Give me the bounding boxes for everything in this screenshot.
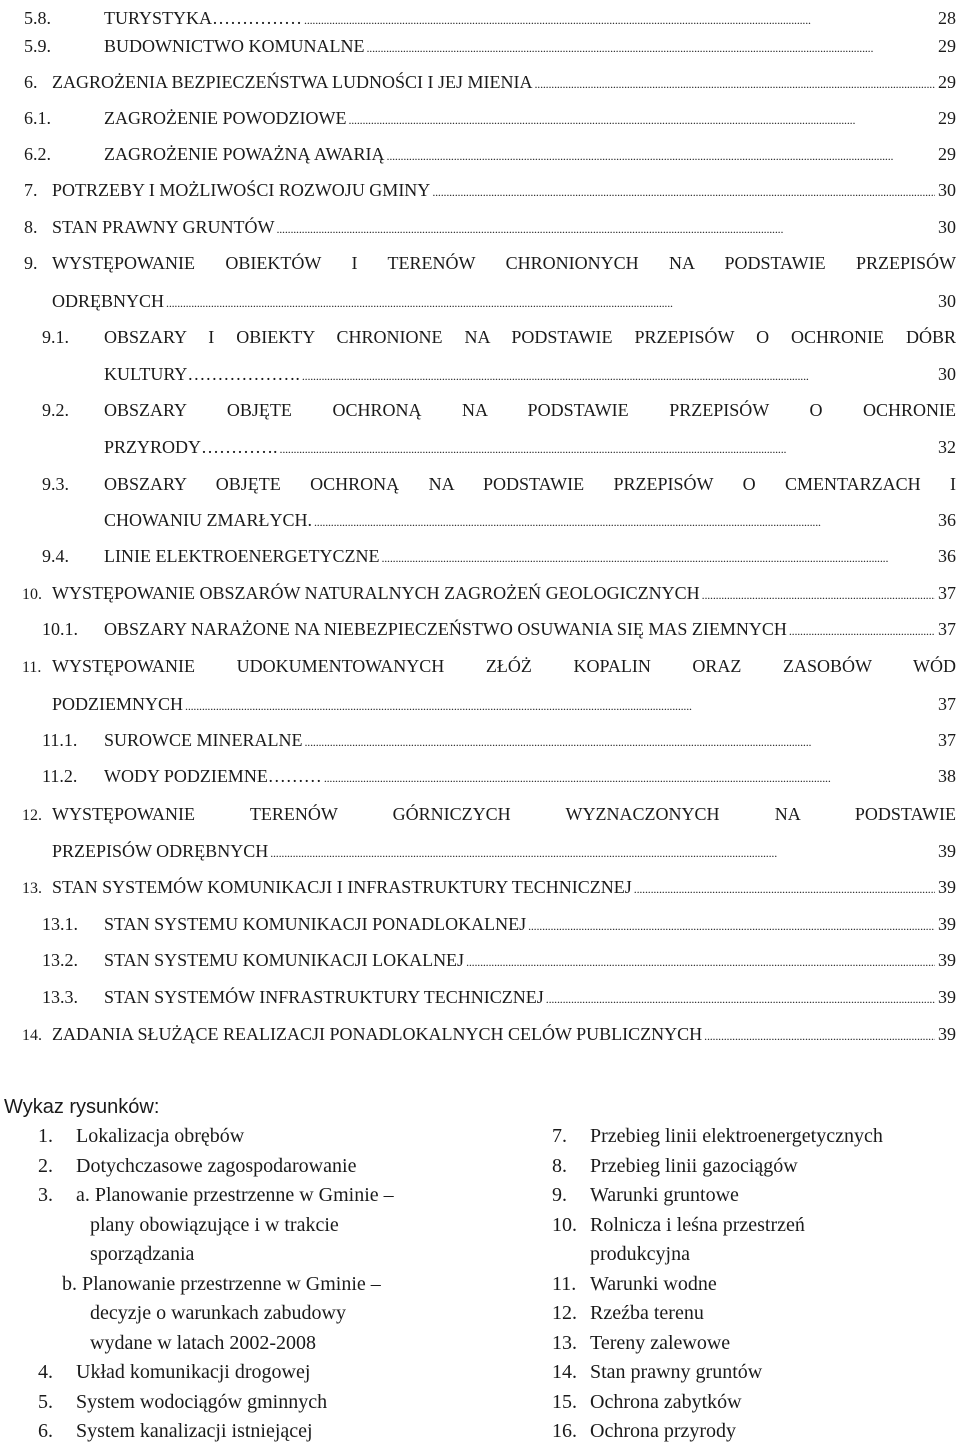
figure-list-item-number: 3. [38,1184,53,1206]
figure-list-item [38,1152,356,1182]
toc-entry-title: PRZYRODY…………. [104,437,278,457]
figure-list-item-text: Tereny zalewowe [590,1331,731,1354]
toc-entry-leader [314,506,935,536]
toc-entry-leader [432,176,935,206]
toc-entry-title: ZAGROŻENIE POWAŻNĄ AWARIĄ [104,144,385,164]
toc-entry-leader [276,213,935,243]
toc-entry[interactable] [22,1020,956,1048]
toc-entry-number: 13.2. [42,950,78,970]
toc-entry[interactable] [42,726,956,754]
figure-list-item [38,1240,194,1270]
toc-entry-page-number: 29 [938,108,956,128]
toc-entry-title: WYSTĘPOWANIE OBIEKTÓW I TERENÓW CHRONIONYCH NA PODSTAWIE PRZEPISÓW [52,253,956,273]
toc-entry-page-number: 38 [938,766,956,786]
toc-entry-page-number: 32 [938,437,956,457]
toc-entry[interactable] [22,579,956,607]
figure-list-item [552,1152,798,1182]
figure-list-item-text: decyzje o warunkach zabudowy [90,1302,346,1324]
toc-entry-title: PRZEPISÓW ODRĘBNYCH [52,841,269,861]
figure-list-item-number: 8. [552,1154,567,1177]
toc-entry[interactable] [24,68,956,96]
figure-list-item-text: Układ komunikacji drogowej [76,1361,311,1383]
figure-list-item [552,1329,730,1359]
toc-entry[interactable] [42,910,956,938]
toc-entry-page-number: 37 [938,730,956,750]
toc-entry-page-number: 39 [938,950,956,970]
figure-list-item-text: Rolnicza i leśna przestrzeń [590,1213,805,1236]
figure-list-item-text: Ochrona zabytków [590,1390,742,1413]
toc-entry[interactable] [22,800,956,828]
toc-entry[interactable] [24,104,956,132]
toc-entry-title: OBSZARY OBJĘTE OCHRONĄ NA PODSTAWIE PRZEPISÓW O OCHRONIE [104,400,956,420]
toc-entry-title: STAN SYSTEMÓW KOMUNIKACJI I INFRASTRUKTURY TECHNICZNEJ [52,877,632,897]
toc-entry-leader [304,4,935,34]
toc-entry-title: STAN SYSTEMÓW INFRASTRUKTURY TECHNICZNEJ [104,987,544,1007]
toc-entry-number: 10.1. [42,619,78,639]
toc-entry-page-number: 37 [938,583,956,603]
figure-list-item-number: 2. [38,1154,53,1177]
toc-entry[interactable] [24,176,956,204]
toc-entry[interactable] [24,213,956,241]
figure-list-item-text: Stan prawny gruntów [590,1361,763,1383]
toc-entry-leader [381,542,935,572]
toc-entry-leader [789,615,935,645]
toc-entry-leader [704,1020,935,1050]
toc-entry-page-number: 36 [938,510,956,530]
toc-entry[interactable] [104,360,956,388]
toc-entry-title: CHOWANIU ZMARŁYCH. [104,510,312,530]
figure-list-item-text: b. Planowanie przestrzenne w Gminie – [62,1272,381,1295]
toc-entry-leader [185,690,935,720]
figure-list-item-text: Przebieg linii gazociągów [590,1154,798,1177]
figure-list-item [552,1270,717,1300]
figure-list-item-text: a. Planowanie przestrzenne w Gminie – [76,1184,394,1206]
figure-list-item [38,1122,244,1152]
toc-entry-leader [302,360,935,390]
figure-list-item [552,1417,736,1447]
figure-list-item [38,1388,327,1418]
toc-entry-number: 6.1. [24,108,51,128]
toc-entry-page-number: 37 [938,619,956,639]
toc-entry-number: 12. [22,807,42,824]
toc-entry[interactable] [42,323,956,351]
figure-list-item [38,1181,394,1211]
toc-entry-title: PODZIEMNYCH [52,694,184,714]
figure-list-item [552,1388,742,1418]
toc-entry-leader [166,287,935,317]
toc-entry-number: 8. [24,217,38,237]
toc-entry-leader [305,726,936,756]
toc-entry-title: ZAGROŻENIA BEZPIECZEŃSTWA LUDNOŚCI I JEJ MIENIA [52,72,533,92]
toc-entry-title: BUDOWNICTWO KOMUNALNE [104,36,365,56]
figure-list-item-number: 13. [552,1331,577,1354]
figure-list-item [38,1358,310,1388]
toc-entry-number: 9.3. [42,474,69,494]
toc-entry-leader [280,433,935,463]
figure-list-item-text: produkcyjna [590,1243,690,1265]
toc-entry-page-number: 28 [938,8,956,28]
toc-entry-number: 7. [24,180,38,200]
toc-entry[interactable] [42,396,956,424]
toc-entry-leader [534,68,935,98]
toc-entry[interactable] [42,615,956,643]
toc-entry-page-number: 30 [938,364,956,384]
toc-entry[interactable] [22,873,956,901]
figure-list-item-text: Warunki gruntowe [590,1184,739,1206]
toc-entry-title: STAN SYSTEMU KOMUNIKACJI PONADLOKALNEJ [104,914,527,934]
figure-list-item-text: wydane w latach 2002-2008 [90,1331,317,1354]
toc-entry-number: 13. [22,880,42,897]
toc-entry-leader [702,579,935,609]
toc-entry[interactable] [52,837,956,865]
figure-list-item-number: 1. [38,1125,53,1147]
toc-entry[interactable] [104,506,956,534]
toc-entry-page-number: 30 [938,180,956,200]
toc-entry-page-number: 37 [938,694,956,714]
toc-entry-page-number: 39 [938,914,956,934]
toc-entry-number: 9.2. [42,400,69,420]
toc-entry-page-number: 39 [938,841,956,861]
toc-entry[interactable] [24,4,956,32]
toc-entry-number: 6.2. [24,144,51,164]
figure-list-item [552,1240,690,1270]
figure-list-item-number: 4. [38,1361,53,1383]
toc-entry-title: TURYSTYKA…………… [104,8,303,28]
toc-entry-number: 14. [22,1027,42,1044]
toc-entry-title: OBSZARY I OBIEKTY CHRONIONE NA PODSTAWIE PRZEPISÓW O OCHRONIE DÓBR [104,327,956,347]
figure-list-item-number: 11. [552,1272,577,1295]
toc-entry-title: KULTURY………………. [104,364,300,384]
figure-list-item-text: System wodociągów gminnych [76,1390,328,1413]
toc-entry-leader [387,140,935,170]
figure-list-item [38,1329,316,1359]
toc-entry-page-number: 36 [938,546,956,566]
toc-entry[interactable] [104,433,956,461]
figure-list-item-text: Przebieg linii elektroenergetycznych [590,1125,883,1147]
figure-list-item-text: plany obowiązujące i w trakcie [90,1213,339,1236]
figure-list-item-text: sporządzania [90,1243,195,1265]
toc-entry-leader [466,946,935,976]
toc-entry-page-number: 39 [938,1024,956,1044]
toc-entry-page-number: 30 [938,291,956,311]
figure-list-item-text: Warunki wodne [590,1272,717,1295]
figure-list-item [552,1181,739,1211]
toc-entry-title: ODRĘBNYCH [52,291,165,311]
toc-entry-page-number: 29 [938,36,956,56]
toc-entry-title: LINIE ELEKTROENERGETYCZNE [104,546,380,566]
figure-list-item-text: Lokalizacja obrębów [76,1125,245,1147]
toc-entry-title: ZADANIA SŁUŻĄCE REALIZACJI PONADLOKALNYCH CELÓW PUBLICZNYCH [52,1024,703,1044]
toc-entry-leader [270,837,935,867]
figure-list-item-number: 10. [552,1213,577,1236]
toc-entry[interactable] [22,652,956,680]
figure-list-item-number: 12. [552,1302,577,1324]
figure-list-item-number: 15. [552,1390,577,1413]
toc-entry-number: 13.1. [42,914,78,934]
toc-entry-title: WODY PODZIEMNE……… [104,766,322,786]
toc-entry[interactable] [42,946,956,974]
toc-entry-title: POTRZEBY I MOŻLIWOŚCI ROZWOJU GMINY [52,180,431,200]
toc-entry-number: 6. [24,72,38,92]
toc-entry[interactable] [24,140,956,168]
figure-list-item-number: 7. [552,1125,567,1147]
toc-entry-title: WYSTĘPOWANIE TERENÓW GÓRNICZYCH WYZNACZONYCH NA PODSTAWIE [52,804,956,824]
toc-entry-title: SUROWCE MINERALNE [104,730,303,750]
toc-entry-number: 5.9. [24,36,51,56]
toc-entry-number: 11.2. [42,766,78,786]
figure-list-item-text: Dotychczasowe zagospodarowanie [76,1154,357,1177]
toc-entry-number: 9. [24,253,38,273]
toc-entry-number: 11.1. [42,730,78,750]
toc-entry-leader [348,104,935,134]
toc-entry-title: WYSTĘPOWANIE OBSZARÓW NATURALNYCH ZAGROŻEŃ GEOLOGICZNYCH [52,583,700,603]
toc-entry-leader [528,910,935,940]
toc-entry-title: STAN SYSTEMU KOMUNIKACJI LOKALNEJ [104,950,465,970]
figure-list-item [38,1299,346,1329]
toc-entry-title: STAN PRAWNY GRUNTÓW [52,217,275,237]
figure-list-item [38,1270,381,1300]
toc-entry[interactable] [42,470,956,498]
figure-list-item-text: Ochrona przyrody [590,1420,737,1442]
toc-entry-page-number: 29 [938,72,956,92]
toc-entry-title: OBSZARY OBJĘTE OCHRONĄ NA PODSTAWIE PRZEPISÓW O CMENTARZACH I [104,474,956,494]
toc-entry-number: 9.1. [42,327,69,347]
toc-entry[interactable] [52,690,956,718]
figures-list-title: Wykaz rysunków: [4,1096,160,1118]
figure-list-item [38,1417,313,1447]
toc-entry-leader [366,32,935,62]
figure-list-item-number: 16. [552,1420,577,1442]
figure-list-item-number: 9. [552,1184,567,1206]
figure-list-item-text: System kanalizacji istniejącej [76,1420,313,1442]
toc-entry-page-number: 30 [938,217,956,237]
figure-list-item-text: Rzeźba terenu [590,1302,704,1324]
figure-list-item [552,1211,805,1241]
toc-entry[interactable] [42,542,956,570]
toc-entry-number: 10. [22,586,42,603]
toc-entry-title: WYSTĘPOWANIE UDOKUMENTOWANYCH ZŁÓŻ KOPALIN ORAZ ZASOBÓW WÓD [52,656,956,676]
toc-entry-title: OBSZARY NARAŻONE NA NIEBEZPIECZEŃSTWO OSUWANIA SIĘ MAS ZIEMNYCH [104,619,787,639]
figure-list-item [552,1299,704,1329]
toc-entry[interactable] [24,249,956,277]
toc-entry-page-number: 39 [938,987,956,1007]
toc-entry-leader [324,762,935,792]
toc-entry-leader [546,983,935,1013]
toc-entry[interactable] [24,32,956,60]
toc-entry-number: 9.4. [42,546,69,566]
toc-entry-number: 5.8. [24,8,51,28]
figure-list-item [552,1122,883,1152]
toc-entry[interactable] [52,287,956,315]
figure-list-item [552,1358,762,1388]
toc-entry-page-number: 29 [938,144,956,164]
toc-entry[interactable] [42,983,956,1011]
figure-list-item [38,1211,339,1241]
toc-entry[interactable] [42,762,956,790]
toc-entry-number: 13.3. [42,987,78,1007]
figure-list-item-number: 14. [552,1361,577,1383]
toc-entry-title: ZAGROŻENIE POWODZIOWE [104,108,347,128]
toc-entry-page-number: 39 [938,877,956,897]
toc-entry-leader [634,873,935,903]
figure-list-item-number: 6. [38,1420,53,1442]
toc-entry-number: 11. [22,659,42,676]
figure-list-item-number: 5. [38,1390,53,1413]
